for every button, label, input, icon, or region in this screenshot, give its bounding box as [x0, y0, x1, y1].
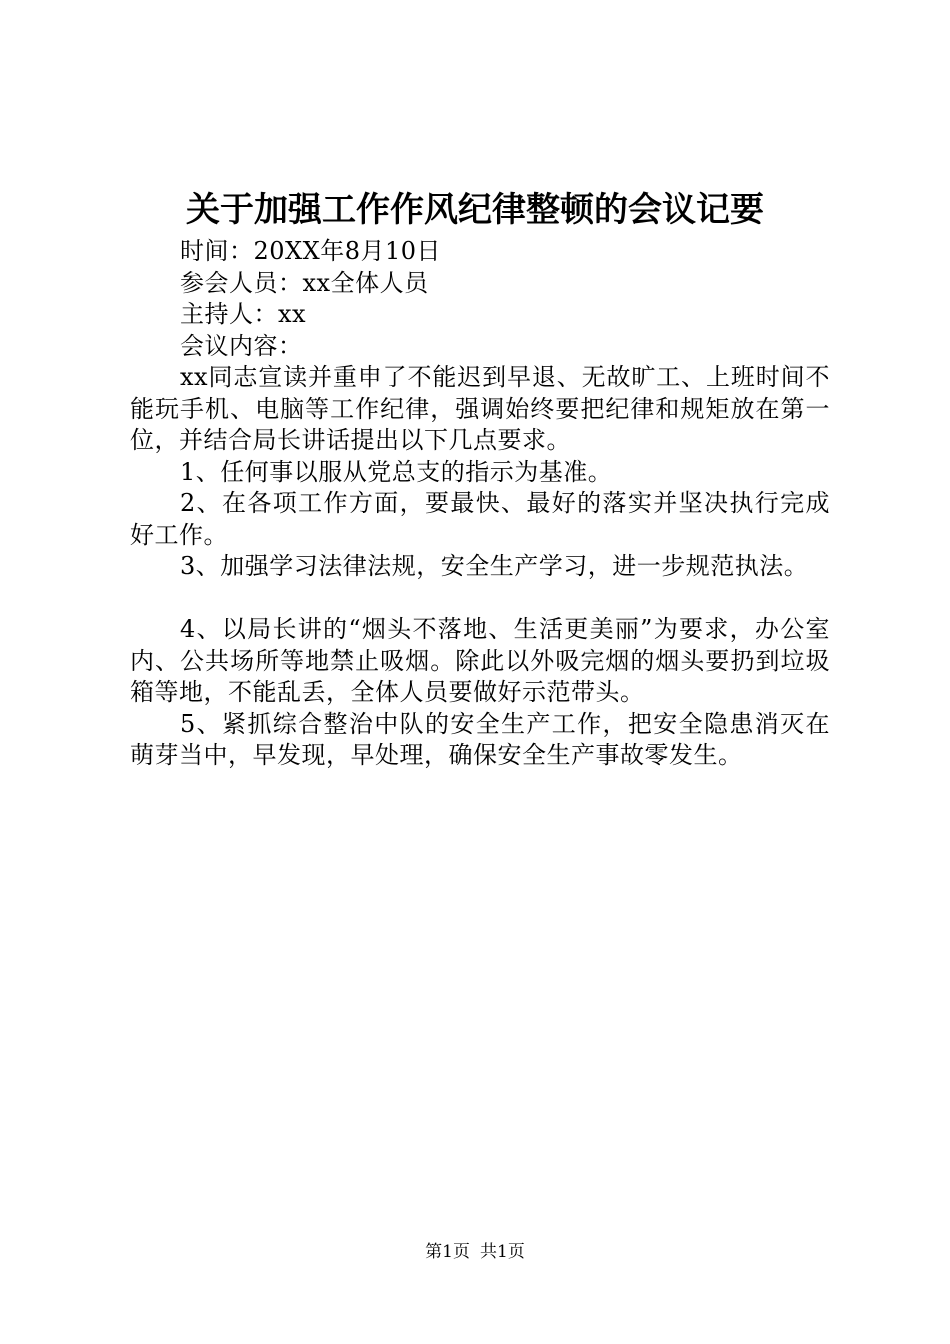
meeting-attendees: 参会人员：xx全体人员 — [180, 268, 429, 297]
meeting-content-label: 会议内容： — [180, 331, 303, 360]
requirement-item-2: 2、在各项工作方面，要最快、最好的落实并坚决执行完成好工作。 — [130, 489, 830, 549]
document-title: 关于加强工作作风纪律整顿的会议记要 — [186, 190, 764, 230]
requirement-item-3: 3、加强学习法律法规，安全生产学习，进一步规范执法。 — [180, 552, 809, 580]
requirement-item-1: 1、任何事以服从党总支的指示为基准。 — [180, 457, 613, 486]
page-number-total: 共1页 — [480, 1242, 525, 1262]
meeting-host: 主持人：xx — [180, 300, 307, 328]
meeting-summary-paragraph: xx同志宣读并重申了不能迟到早退、无故旷工、上班时间不能玩手机、电脑等工作纪律，强调始终要把纪律和规矩放在第一位，并结合局长讲话提出以下几点要求。 — [130, 363, 830, 454]
meeting-time: 时间：20XX年8月10日 — [180, 237, 442, 265]
page-footer — [0, 1240, 950, 1264]
page-number-current: 第1页 — [425, 1242, 470, 1262]
document-body — [130, 236, 830, 772]
requirement-item-4: 4、以局长讲的“烟头不落地、生活更美丽”为要求，办公室内、公共场所等地禁止吸烟。除此以外吸完烟的烟头要扔到垃圾箱等地，不能乱丢，全体人员要做好示范带头。 — [130, 615, 830, 706]
blank-line — [130, 583, 830, 615]
requirement-item-5: 5、紧抓综合整治中队的安全生产工作，把安全隐患消灭在萌芽当中，早发现，早处理，确保安全生产事故零发生。 — [130, 709, 830, 769]
